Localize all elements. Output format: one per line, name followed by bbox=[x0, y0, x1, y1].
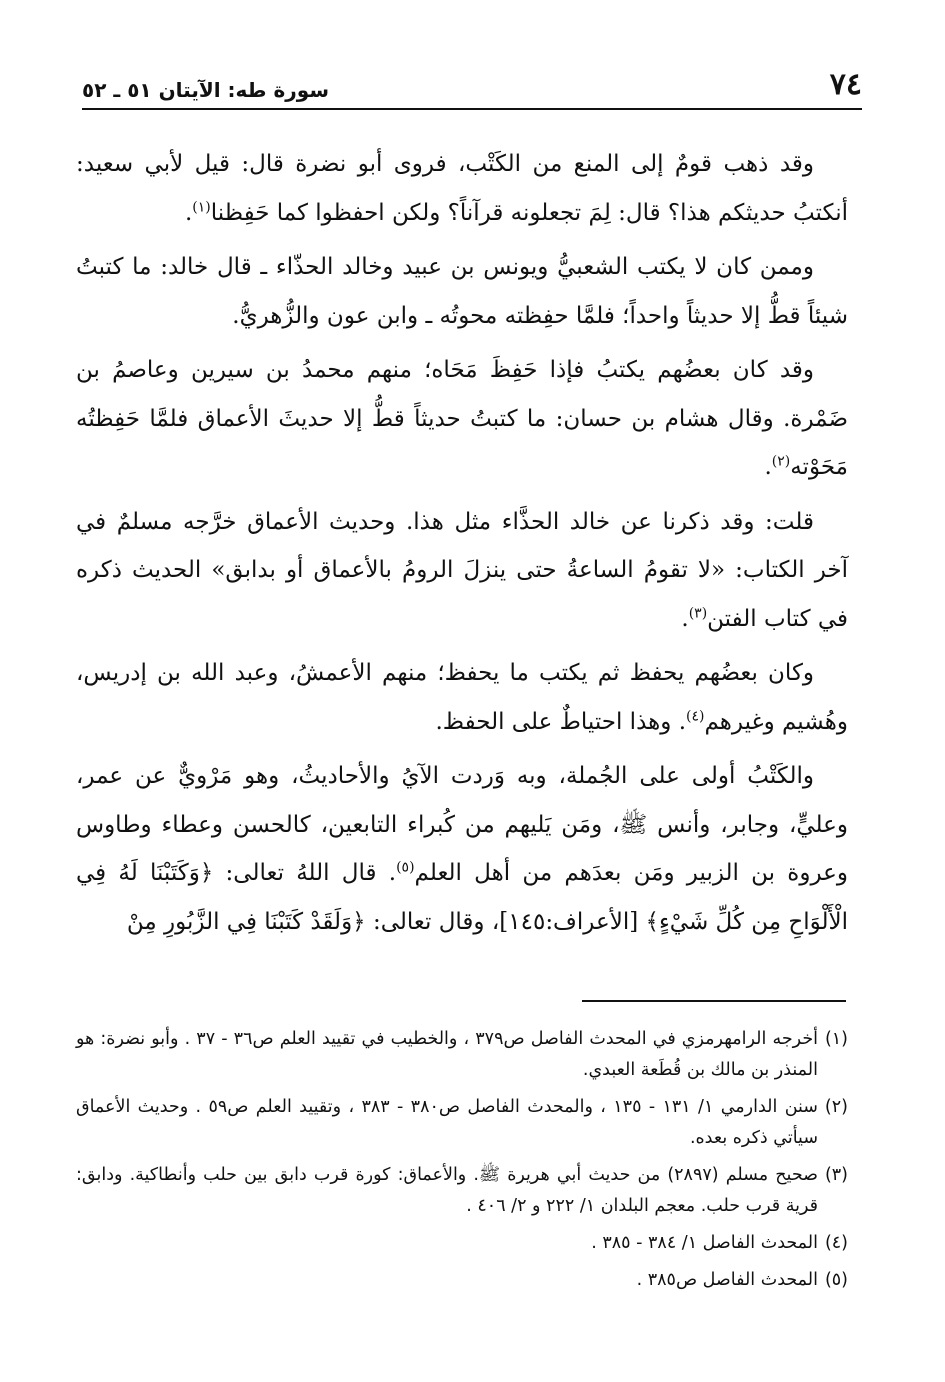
footnote: (٥)المحدث الفاصل ص٣٨٥ . bbox=[76, 1265, 848, 1296]
footnote-number: (٢) bbox=[824, 1097, 848, 1117]
footnote-ref[interactable]: (٢) bbox=[771, 453, 791, 470]
footnote-number: (٥) bbox=[824, 1270, 848, 1290]
paragraph: وممن كان لا يكتب الشعبيُّ ويونس بن عبيد وخالد الحذّاء ـ قال خالد: ما كتبتُ شيئاً قطُّ إلا حديثاً واحداً؛ فلمَّا حفِظته محوتُه ـ وابن عون والزُّهريُّ. bbox=[76, 254, 848, 329]
footnote-ref[interactable]: (٥) bbox=[396, 859, 415, 876]
footnote-ref[interactable]: (٤) bbox=[686, 707, 705, 724]
footnote-ref[interactable]: (٣) bbox=[688, 604, 708, 621]
footnote-number: (٤) bbox=[824, 1233, 848, 1253]
footnote-number: (١) bbox=[824, 1029, 848, 1049]
main-text bbox=[76, 140, 848, 952]
footnote: (٤)المحدث الفاصل ١/ ٣٨٤ - ٣٨٥ . bbox=[76, 1228, 848, 1259]
paragraph: وكان بعضُهم يحفظ ثم يكتب ما يحفظ؛ منهم الأعمشُ، وعبد الله بن إدريس، وهُشيم وغيرهم$^{(٤)}$. وهذا احتياطٌ على الحفظ. bbox=[76, 660, 848, 735]
page-number: ٧٤ bbox=[829, 67, 862, 102]
footnotes bbox=[76, 1024, 848, 1302]
footnote-number: (٣) bbox=[824, 1165, 848, 1185]
paragraph: والكَتْبُ أولى على الجُملة، وبه وَردت الآيُ والأحاديثُ، وهو مَرْويٌّ عن عمر، وعليٍّ، وجابر، وأنس ﷺ، ومَن يَليهم من كُبراء التابعين، كالحسن وعطاء وطاوس وعروة بن الزبير ومَن بعدَهم من أهل العلم$^{(٥)}$. قال اللهُ تعالى: ﴿وَكَتَبْنَا لَهُ فِي الْأَلْوَاحِ مِن كُلِّ شَيْءٍ﴾ [الأعراف:١٤٥]، وقال تعالى: ﴿وَلَقَدْ كَتَبْنَا فِي الزَّبُورِ مِنْ bbox=[76, 763, 848, 935]
footnote: (٢)سنن الدارمي ١/ ١٣١ - ١٣٥ ، والمحدث الفاصل ص٣٨٠ - ٣٨٣ ، وتقييد العلم ص٥٩ . وحديث الأعماق سيأتي ذكره بعده. bbox=[76, 1092, 848, 1154]
footnote-ref[interactable]: (١) bbox=[192, 198, 211, 215]
footnote: (٣)صحيح مسلم (٢٨٩٧) من حديث أبي هريرة ﷺ. والأعماق: كورة قرب دابق بين حلب وأنطاكية. ودابق: قرية قرب حلب. معجم البلدان ١/ ٢٢٢ و ٢/ ٤٠٦ . bbox=[76, 1160, 848, 1222]
paragraph: وقد ذهب قومٌ إلى المنع من الكَتْب، فروى أبو نضرة قال: قيل لأبي سعيد: أنكتبُ حديثكم هذا؟ قال: لِمَ تجعلونه قرآناً؟ ولكن احفظوا كما حَفِظنا$^{(١)}$. bbox=[76, 151, 848, 226]
running-title: سورة طه: الآيتان ٥١ ـ ٥٢ bbox=[82, 78, 329, 102]
footnote-separator bbox=[582, 1000, 846, 1002]
paragraph: وقد كان بعضُهم يكتبُ فإذا حَفِظَ مَحَاه؛ منهم محمدُ بن سيرين وعاصمُ بن ضَمْرة. وقال هشام بن حسان: ما كتبتُ حديثاً قطُّ إلا حديثَ الأعماق فلمَّا حَفِظتُه مَحَوْته$^{(٢)}$. bbox=[76, 357, 848, 480]
footnote: (١)أخرجه الرامهرمزي في المحدث الفاصل ص٣٧٩ ، والخطيب في تقييد العلم ص٣٦ - ٣٧ . وأبو نضرة: هو المنذر بن مالك بن قُطَعة العبدي. bbox=[76, 1024, 848, 1086]
page-header bbox=[82, 62, 862, 110]
paragraph: قلت: وقد ذكرنا عن خالد الحذَّاء مثل هذا. وحديث الأعماق خرَّجه مسلمٌ في آخر الكتاب: «لا تقومُ الساعةُ حتى ينزلَ الرومُ بالأعماق أو بدابق» الحديث ذكره في كتاب الفتن$^{(٣)}$. bbox=[76, 508, 848, 632]
